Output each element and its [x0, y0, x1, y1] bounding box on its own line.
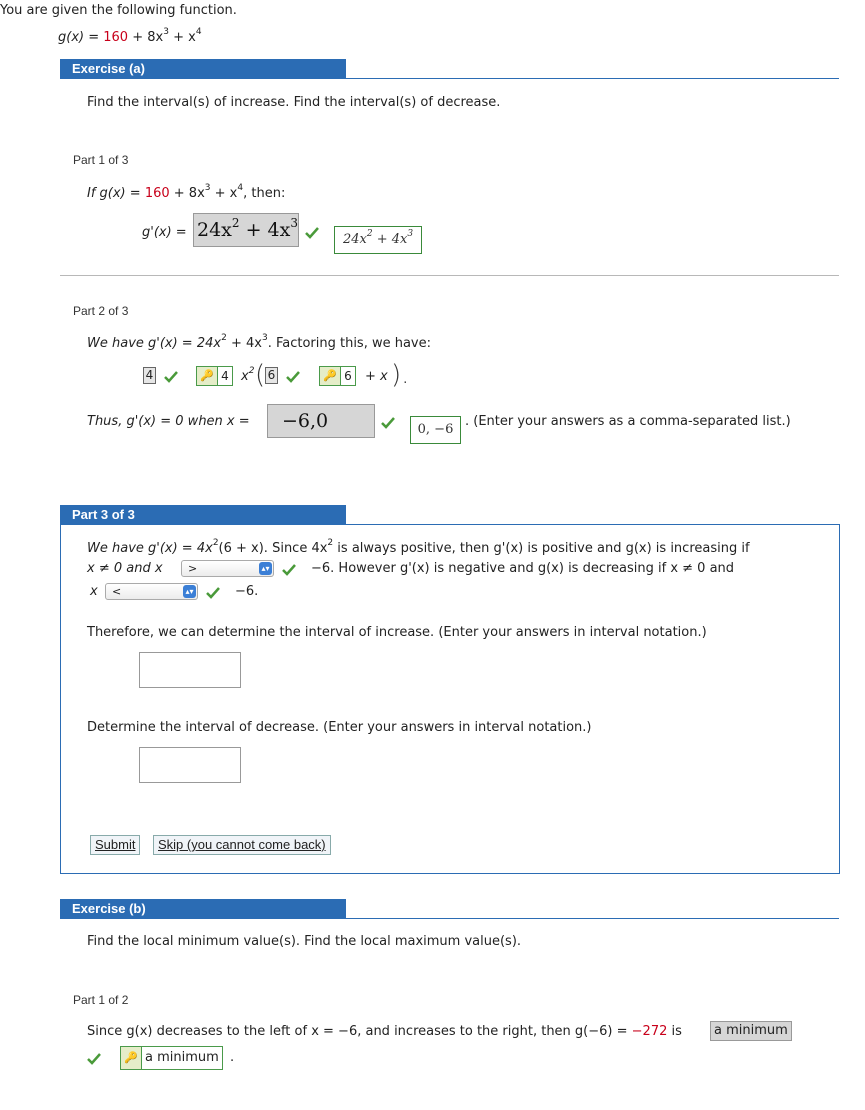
- part3-rule: [346, 524, 839, 525]
- correct-answer-box: $24x^2 + 4x^3$: [334, 226, 422, 254]
- submit-button[interactable]: Submit: [90, 835, 140, 855]
- factor-key-1: 4: [218, 366, 233, 386]
- exb-part1-label: Part 1 of 2: [73, 993, 129, 1007]
- factor-x2: $x^2$: [241, 366, 255, 384]
- part3-header: Part 3 of 3: [60, 505, 346, 525]
- check-icon: [86, 1052, 102, 1066]
- zeros-statement: Thus, g'(x) = 0 when x =: [87, 414, 250, 429]
- zeros-answer-field[interactable]: −6,0: [267, 404, 375, 438]
- left-paren: (: [255, 360, 266, 390]
- part3-line1: We have $g'(x) = 4x^2(6 + x)$. Since $4x^2$ is always positive, then g'(x) is positive and g(x) is increasing if: [87, 538, 750, 556]
- part3-line3b: −6.: [235, 584, 259, 599]
- decrease-prompt: Determine the interval of decrease. (Enter your answers in interval notation.): [87, 720, 592, 735]
- exercise-a-header: Exercise (a): [60, 59, 346, 79]
- exercise-a-question: Find the interval(s) of increase. Find the interval(s) of decrease.: [87, 95, 501, 110]
- zeros-hint: . (Enter your answers as a comma-separated list.): [465, 414, 791, 429]
- increase-prompt: Therefore, we can determine the interval of increase. (Enter your answers in interval notation.): [87, 625, 707, 640]
- part3-line3a: x: [90, 584, 98, 599]
- part2-statement: We have $g'(x) = 24x^2 + 4x^3$. Factoring this, we have:: [87, 333, 432, 351]
- decrease-interval-input[interactable]: [139, 747, 241, 783]
- select-arrow-icon: ▴▾: [183, 585, 196, 598]
- factor-answer-2[interactable]: 6: [265, 367, 278, 384]
- key-icon: 🔑: [319, 366, 341, 386]
- inequality-select-2[interactable]: < ▴▾: [105, 583, 198, 600]
- check-icon: [304, 226, 320, 240]
- key-icon: 🔑: [120, 1046, 142, 1070]
- check-icon: [205, 586, 221, 600]
- skip-button[interactable]: Skip (you cannot come back): [153, 835, 331, 855]
- part3-line2b: −6. However g'(x) is negative and g(x) is decreasing if x ≠ 0 and: [311, 561, 735, 576]
- check-icon: [281, 563, 297, 577]
- part3-line2a: x ≠ 0 and x: [87, 561, 163, 576]
- part3-panel: [60, 524, 840, 874]
- increase-interval-input[interactable]: [139, 652, 241, 688]
- check-icon: [285, 370, 301, 384]
- right-paren: ).: [391, 360, 410, 390]
- part1-statement: If $g(x) = 160 + 8x^3 + x^4$, then:: [87, 183, 286, 201]
- factor-answer-1[interactable]: 4: [143, 367, 156, 384]
- key-icon: 🔑: [196, 366, 218, 386]
- intro-text: You are given the following function.: [0, 3, 237, 18]
- min-max-key-answer: a minimum: [142, 1046, 223, 1070]
- check-icon: [163, 370, 179, 384]
- inequality-select-1[interactable]: > ▴▾: [181, 560, 274, 577]
- derivative-label: g'(x) =: [142, 225, 187, 240]
- divider: [60, 275, 839, 276]
- derivative-answer-field[interactable]: $24x^2 + 4x^3$: [193, 213, 299, 247]
- select-arrow-icon: ▴▾: [259, 562, 272, 575]
- exercise-b-question: Find the local minimum value(s). Find the local maximum value(s).: [87, 934, 522, 949]
- check-icon: [380, 416, 396, 430]
- zeros-correct-box: 0, −6: [410, 416, 461, 444]
- period: .: [230, 1050, 235, 1065]
- exercise-a-rule: [346, 78, 839, 79]
- exercise-b-rule: [346, 918, 839, 919]
- exercise-b-header: Exercise (b): [60, 899, 346, 919]
- part1-label: Part 1 of 3: [73, 153, 129, 167]
- exb-part1-statement: Since g(x) decreases to the left of x = −6, and increases to the right, then g(−6) = −272 is: [87, 1024, 682, 1039]
- part2-label: Part 2 of 3: [73, 304, 129, 318]
- factor-key-2: 6: [341, 366, 356, 386]
- function-definition: $g(x) = 160 + 8x^3 + x^4$: [58, 27, 202, 45]
- factor-plus-x: + x: [365, 369, 388, 384]
- min-max-answer-field[interactable]: a minimum: [710, 1021, 792, 1041]
